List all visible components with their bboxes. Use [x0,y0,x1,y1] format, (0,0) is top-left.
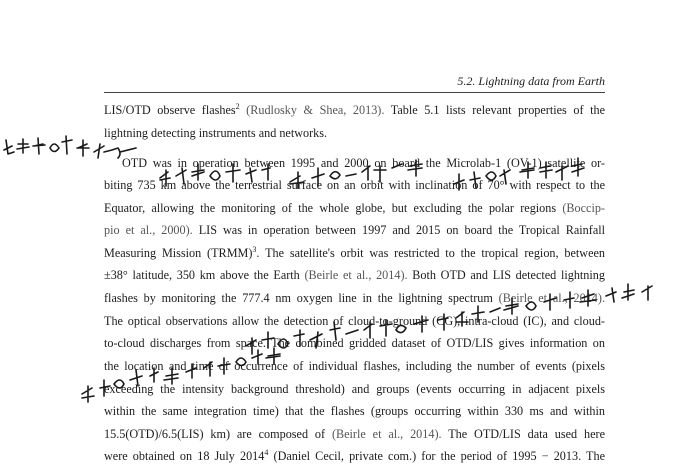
section-title: 5.2. Lightning data from Earth [457,74,605,88]
paragraph-line: pio et al., 2000). LIS was in operation between 1997 and 2015 on board the Tropical Rainfall [104,223,605,237]
paragraph-line: biting 735 km above the terrestrial surface on an orbit with inclination of 70° with respect to the [104,178,605,192]
handwriting-text-1 [0,0,1,1]
paragraph-line: to-cloud discharges from space. The combined gridded dataset of OTD/LIS gives information on [104,336,605,350]
paragraph-line: flashes by monitoring the 777.4 nm oxygen line in the lightning spectrum (Beirle et al., 2014). [104,291,605,305]
paragraph-line: Equator, allowing the monitoring of the whole globe, but excluding the polar regions (Boccip- [104,201,605,215]
header-rule [104,92,605,93]
paragraph-line: the location and time of occurrence of individual flashes, including the number of events (pixels [104,359,605,373]
paragraph-line: exceeding the intensity background threshold) and groups (events occurring in adjacent pixels [104,382,605,396]
paragraph-line: LIS/OTD observe flashes$^2$ (Rudlosky & Shea, 2013). Table 5.1 lists relevant properties of the [104,101,605,117]
handwriting-transcripts [0,0,1,1]
paragraph-line: The optical observations allow the detection of cloud-to-ground (CG), intra-cloud (IC), and cloud- [104,314,605,328]
paragraph-line: within the same integration time) that the flashes (groups occurring within 330 ms and within [104,404,605,418]
paragraph-line: ±38° latitude, 350 km above the Earth (Beirle et al., 2014). Both OTD and LIS detected lightning [104,268,605,282]
paragraph-line: 15.5(OTD)/6.5(LIS) km) are composed of (Beirle et al., 2014). The OTD/LIS data used here [104,427,605,441]
running-header [104,74,605,89]
paragraph-line: lightning detecting instruments and networks. [104,126,328,140]
paragraph-line: were obtained on 18 July 2014$^4$ (Daniel Cecil, private com.) for the period of 1995 − 2013. The [104,447,605,463]
paragraph-line: OTD was in operation between 1995 and 2000 on board the Microlab-1 (OV-1) satellite or- [122,156,605,170]
paragraph-line: Measuring Mission (TRMM)$^3$. The satellite's orbit was restricted to the tropical region, between [104,244,605,260]
